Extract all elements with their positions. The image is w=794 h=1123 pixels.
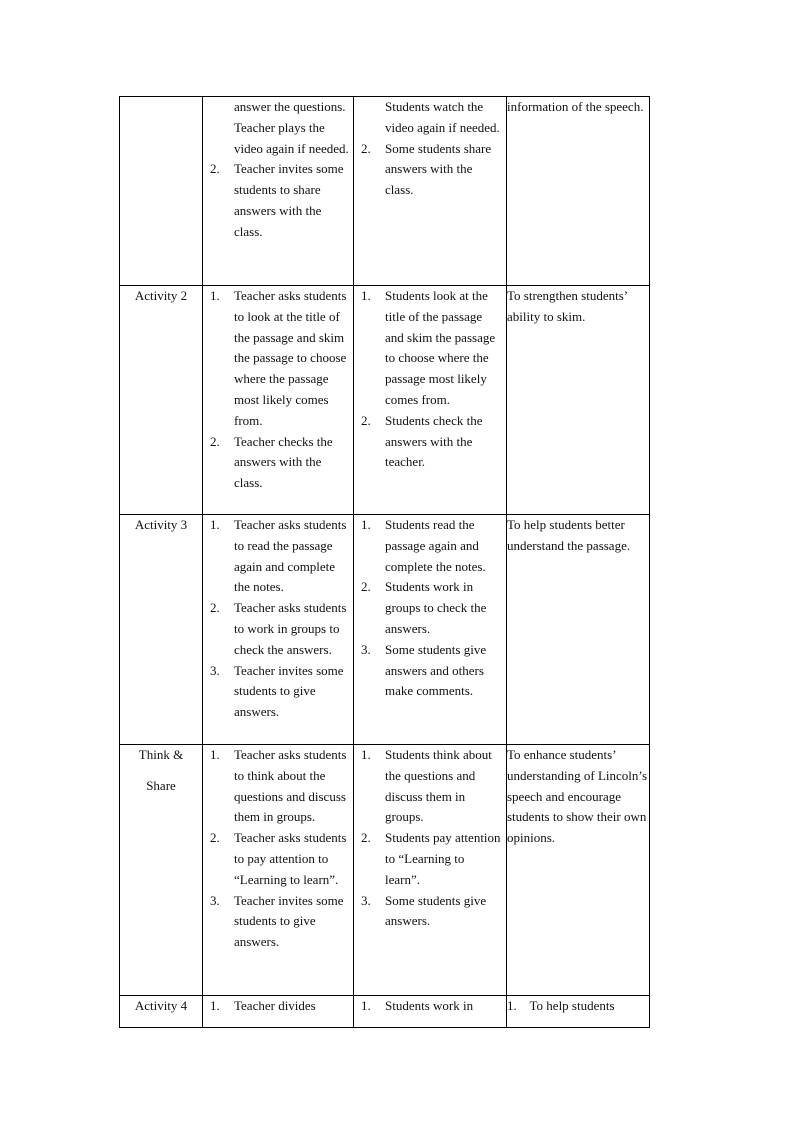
step-number: 2. — [361, 579, 371, 595]
step-number: 3. — [361, 892, 371, 908]
step-text: Teacher invites some students to give answers. — [234, 892, 344, 950]
stage-cell — [120, 97, 203, 286]
step-text: Students look at the title of the passage and skim the passage to choose where the passage most likely comes from. — [385, 288, 496, 407]
step-number: 1. — [210, 998, 220, 1013]
teacher-steps-list — [203, 286, 353, 494]
list-item — [203, 598, 353, 660]
stage-label: Activity 2 — [134, 288, 188, 303]
step-number: 1. — [361, 517, 371, 532]
step-text: Some students share answers with the class. — [385, 140, 492, 198]
teacher-activity-cell — [203, 97, 354, 286]
step-text: Teacher checks the answers with the class. — [234, 433, 333, 491]
step-number: 1. — [361, 747, 371, 762]
step-text: Teacher asks students to pay attention to “Learning to learn”. — [234, 830, 347, 887]
teacher-activity-cell — [203, 996, 354, 1028]
list-item — [354, 97, 506, 139]
list-item — [203, 432, 353, 494]
step-text: Teacher divides — [234, 998, 316, 1013]
list-item — [203, 828, 353, 890]
table-row — [120, 97, 650, 286]
lesson-plan-body — [120, 97, 650, 1028]
step-text: Students pay attention to “Learning to learn”. — [385, 830, 501, 887]
stage-label: Activity 4 — [134, 998, 188, 1013]
table-row — [120, 996, 650, 1028]
teacher-activity-cell — [203, 745, 354, 996]
step-text: Teacher invites some students to give answers. — [234, 662, 344, 720]
list-item — [354, 891, 506, 933]
stage-cell — [120, 996, 203, 1028]
list-item — [203, 891, 353, 953]
list-item — [354, 996, 506, 1017]
aim-cell — [507, 286, 650, 515]
step-number: 2. — [210, 433, 220, 449]
list-item — [203, 745, 353, 828]
student-activity-cell — [354, 745, 507, 996]
step-number: 2. — [361, 140, 371, 156]
stage-label: Share — [146, 777, 176, 793]
list-item — [354, 515, 506, 577]
list-item — [203, 97, 353, 159]
lesson-plan-table — [119, 96, 650, 1028]
step-text: Some students give answers. — [385, 892, 487, 929]
aim-text: To strengthen students’ ability to skim. — [507, 288, 631, 324]
step-number: 3. — [210, 662, 220, 678]
step-text: Teacher asks students to think about the questions and discuss them in groups. — [234, 747, 347, 825]
step-text: Teacher invites some students to share answers with the class. — [234, 161, 344, 239]
list-item — [203, 996, 353, 1017]
step-text: Students think about the questions and discuss them in groups. — [385, 747, 492, 825]
student-steps-list — [354, 996, 506, 1017]
student-activity-cell — [354, 286, 507, 515]
aim-cell — [507, 745, 650, 996]
stage-label: Activity 3 — [134, 517, 188, 532]
list-item — [354, 745, 506, 828]
step-text: Teacher asks students to read the passage again and complete the notes. — [234, 517, 347, 595]
stage-cell — [120, 745, 203, 996]
list-item — [354, 640, 506, 702]
step-number: 2. — [361, 412, 371, 428]
student-steps-list — [354, 97, 506, 201]
student-activity-cell — [354, 996, 507, 1028]
step-number: 2. — [210, 161, 220, 177]
teacher-activity-cell — [203, 286, 354, 515]
step-text: Students work in — [385, 998, 474, 1013]
teacher-steps-list — [203, 996, 353, 1017]
step-number: 1. — [361, 998, 371, 1013]
step-number: 2. — [361, 830, 371, 846]
aim-text: To enhance students’ understanding of Lincoln’s speech and encourage students to show their own opinions. — [507, 747, 651, 846]
aim-text: To help students better understand the passage. — [507, 517, 631, 553]
step-number: 2. — [210, 830, 220, 846]
student-activity-cell — [354, 97, 507, 286]
stage-cell — [120, 515, 203, 745]
table-row — [120, 515, 650, 745]
stage-label: Think & — [138, 747, 184, 762]
student-steps-list — [354, 745, 506, 932]
student-activity-cell — [354, 515, 507, 745]
teacher-steps-list — [203, 745, 353, 953]
step-text: Students check the answers with the teacher. — [385, 412, 483, 470]
list-item — [354, 577, 506, 639]
aim-text: 1. To help students — [507, 998, 615, 1013]
step-number: 1. — [210, 288, 220, 303]
list-item — [354, 286, 506, 411]
aim-cell — [507, 97, 650, 286]
step-text: Teacher asks students to look at the title of the passage and skim the passage to choose where the passage most likely comes from. — [234, 288, 347, 428]
step-number: 1. — [361, 288, 371, 303]
list-item — [354, 139, 506, 201]
list-item — [354, 411, 506, 473]
step-text: Students watch the video again if needed. — [385, 99, 500, 135]
step-number: 3. — [210, 892, 220, 908]
step-text: Some students give answers and others make comments. — [385, 641, 487, 699]
aim-cell — [507, 515, 650, 745]
list-item — [203, 661, 353, 723]
step-text: Students work in groups to check the answers. — [385, 579, 487, 636]
table-row — [120, 745, 650, 996]
list-item — [203, 159, 353, 242]
stage-cell — [120, 286, 203, 515]
step-number: 2. — [210, 600, 220, 616]
step-text: answer the questions. Teacher plays the video again if needed. — [234, 99, 349, 156]
aim-text: information of the speech. — [507, 99, 644, 114]
step-number: 3. — [361, 641, 371, 657]
teacher-activity-cell — [203, 515, 354, 745]
teacher-steps-list — [203, 97, 353, 243]
list-item — [203, 286, 353, 432]
student-steps-list — [354, 515, 506, 702]
table-row — [120, 286, 650, 515]
aim-cell — [507, 996, 650, 1028]
step-text: Students read the passage again and complete the notes. — [385, 517, 486, 574]
list-item — [203, 515, 353, 598]
list-item — [354, 828, 506, 890]
student-steps-list — [354, 286, 506, 473]
step-number: 1. — [210, 747, 220, 762]
step-number: 1. — [210, 517, 220, 532]
step-text: Teacher asks students to work in groups to check the answers. — [234, 600, 347, 657]
teacher-steps-list — [203, 515, 353, 723]
